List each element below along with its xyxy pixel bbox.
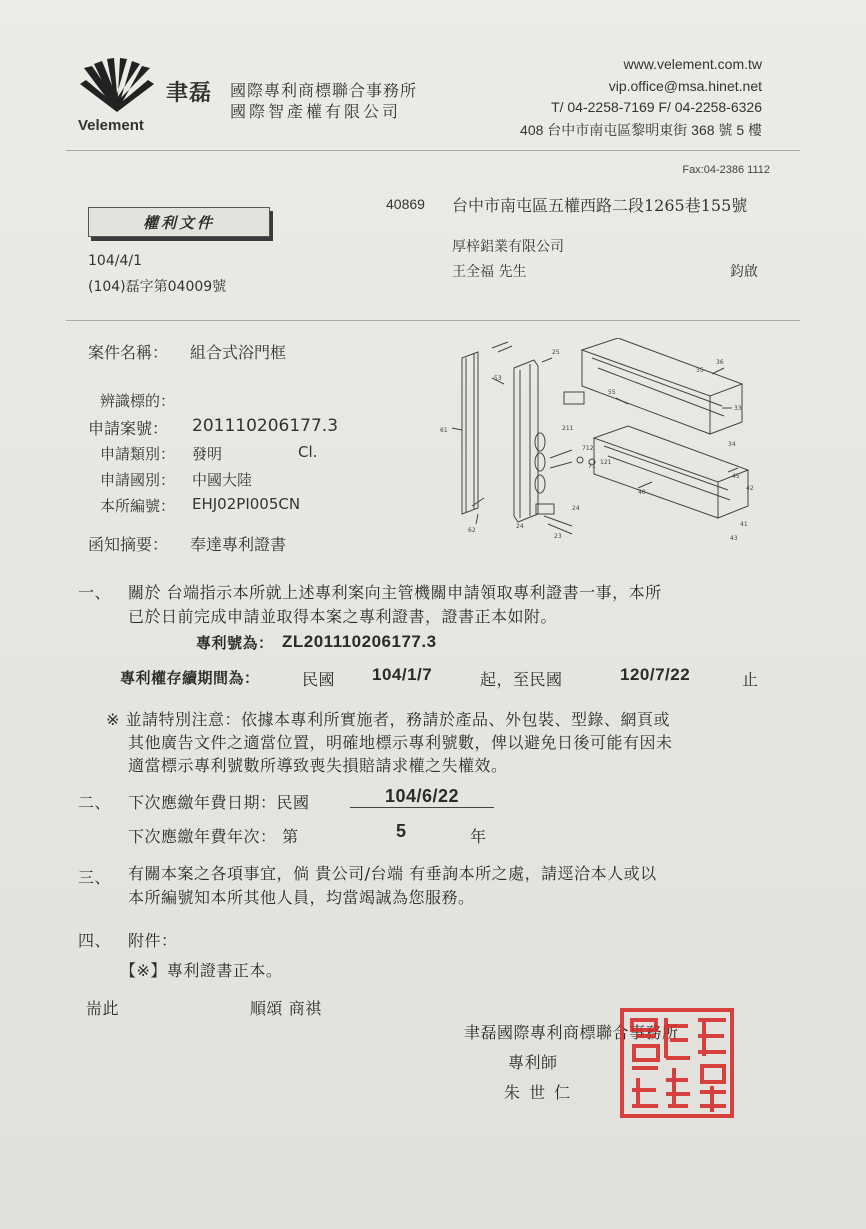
svg-text:61: 61 — [440, 427, 448, 434]
svg-text:41: 41 — [740, 521, 748, 528]
document-type-box: 權利文件 — [88, 207, 270, 237]
recipient-company: 厚梓鋁業有限公司 — [452, 239, 564, 255]
email[interactable]: vip.office@msa.hinet.net — [608, 78, 762, 94]
next-fee-year-label: 下次應繳年費年次： 第 — [128, 827, 299, 846]
header-divider — [66, 150, 800, 151]
website[interactable]: www.velement.com.tw — [623, 56, 762, 72]
section1-line2: 已於日前完成申請並取得本案之專利證書，證書正本如附。 — [128, 607, 558, 626]
svg-text:55: 55 — [608, 389, 616, 396]
firm-address: 408 台中市南屯區黎明東街 368 號 5 樓 — [520, 122, 762, 138]
firm-short-name: 聿磊 — [166, 81, 213, 106]
summary-value: 奉達專利證書 — [190, 535, 287, 554]
mark-label: 辨識標的： — [100, 392, 176, 410]
type-class: Cl. — [298, 443, 318, 461]
patent-no-value: ZL201110206177.3 — [282, 632, 437, 651]
svg-text:24: 24 — [572, 505, 580, 512]
section1-line1: 關於 台端指示本所就上述專利案向主管機關申請領取專利證書一事，本所 — [128, 583, 662, 602]
term-middle: 起，至民國 — [480, 670, 563, 689]
patent-no-label: 專利號為： — [196, 634, 274, 652]
svg-text:71: 71 — [588, 463, 596, 470]
closing-left: 耑此 — [86, 999, 120, 1018]
next-fee-year-unit: 年 — [470, 827, 487, 846]
section3-number: 三、 — [78, 868, 112, 887]
official-seal-stamp-icon — [618, 1006, 736, 1120]
term-start: 104/1/7 — [372, 665, 433, 684]
attachment-item: 【※】專利證書正本。 — [120, 961, 283, 980]
svg-text:24: 24 — [516, 523, 524, 530]
case-name-value: 組合式浴門框 — [190, 343, 287, 362]
svg-text:211: 211 — [562, 425, 574, 432]
section3-line2: 本所編號知本所其他人員，均當竭誠為您服務。 — [128, 888, 475, 907]
term-roc: 民國 — [302, 670, 336, 689]
svg-text:36: 36 — [716, 359, 724, 366]
next-fee-date-label: 下次應繳年費日期：民國 — [128, 793, 310, 812]
phone-fax: T/ 04-2258-7169 F/ 04-2258-6326 — [551, 99, 762, 115]
recipient-person: 王全福 先生 — [452, 264, 527, 280]
svg-text:42: 42 — [746, 485, 754, 492]
signature-name: 朱 世 仁 — [504, 1083, 573, 1102]
notice-line1: ※ 並請特別注意：依據本專利所實施者，務請於產品、外包裝、型錄、網頁或 — [106, 710, 670, 729]
svg-text:45: 45 — [732, 473, 740, 480]
internal-no-value: EHJ02PI005CN — [192, 495, 301, 513]
svg-text:53: 53 — [494, 375, 502, 382]
firm-name-line2: 國際智產權有限公司 — [230, 102, 402, 121]
signature-title: 專利師 — [508, 1053, 558, 1072]
app-no-value: 201110206177.3 — [192, 416, 339, 436]
country-value: 中國大陸 — [192, 471, 253, 489]
notice-line2: 其他廣告文件之適當位置，明確地標示專利號數，俾以避免日後可能有因未 — [128, 733, 673, 752]
fax-number: Fax:04-2386 1112 — [682, 164, 770, 176]
section1-number: 一、 — [78, 583, 112, 602]
attachment-label: 附件： — [128, 931, 178, 950]
term-stop: 止 — [742, 670, 759, 689]
svg-text:62: 62 — [468, 527, 476, 534]
country-label: 申請國別： — [100, 471, 176, 489]
svg-text:35: 35 — [696, 367, 704, 374]
svg-text:34: 34 — [728, 441, 736, 448]
velement-logo-icon — [80, 58, 154, 114]
svg-text:23: 23 — [554, 533, 562, 540]
svg-text:25: 25 — [552, 349, 560, 356]
next-fee-year-value: 5 — [396, 821, 407, 841]
term-end: 120/7/22 — [620, 665, 691, 684]
salutation: 鈞啟 — [730, 264, 758, 280]
next-fee-date-value: 104/6/22 — [350, 786, 494, 808]
closing-greeting: 順頌 商祺 — [250, 999, 322, 1018]
type-value: 發明 — [192, 445, 223, 463]
meta-divider — [66, 320, 800, 321]
signature-firm: 聿磊國際專利商標聯合事務所 — [464, 1023, 679, 1042]
recipient-address: 台中市南屯區五權西路二段1265巷155號 — [452, 196, 748, 215]
patent-drawing-image — [432, 338, 764, 546]
case-name-label: 案件名稱： — [88, 343, 169, 362]
svg-text:43: 43 — [730, 535, 738, 542]
internal-no-label: 本所編號： — [100, 497, 176, 515]
svg-text:40: 40 — [638, 489, 646, 496]
section2-number: 二、 — [78, 793, 112, 812]
document-reference: (104)磊字第04009號 — [88, 279, 227, 295]
svg-text:712: 712 — [582, 445, 594, 452]
type-label: 申請類別： — [100, 445, 176, 463]
firm-name-line1: 國際專利商標聯合事務所 — [230, 81, 418, 100]
notice-line3: 適當標示專利號數所導致喪失損賠請求權之失權效。 — [128, 756, 508, 775]
brand-name: Velement — [78, 117, 144, 134]
term-label: 專利權存續期間為： — [120, 669, 260, 687]
app-no-label: 申請案號： — [88, 419, 169, 438]
summary-label: 函知摘要： — [88, 535, 169, 554]
svg-text:33: 33 — [734, 405, 742, 412]
section3-line1: 有關本案之各項事宜，倘 貴公司/台端 有垂詢本所之處，請逕洽本人或以 — [128, 864, 657, 883]
svg-text:121: 121 — [600, 459, 612, 466]
recipient-zip: 40869 — [386, 196, 425, 212]
document-date: 104/4/1 — [88, 253, 142, 269]
section4-number: 四、 — [78, 931, 112, 950]
